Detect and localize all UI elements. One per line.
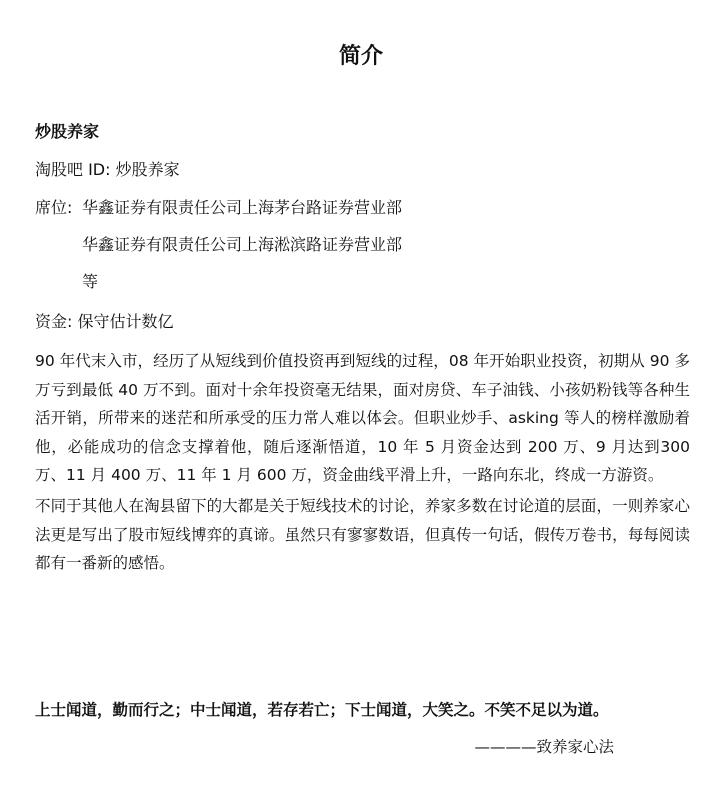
page-title: 简介 bbox=[338, 44, 383, 69]
tieba-id: 淘股吧 ID: 炒股养家 bbox=[35, 160, 180, 179]
seat-entry: 等 bbox=[82, 272, 99, 291]
seat-entry: 华鑫证券有限责任公司上海淞滨路证券营业部 bbox=[82, 235, 403, 254]
author-name: 炒股养家 bbox=[35, 122, 100, 141]
seat-entry: 华鑫证券有限责任公司上海茅台路证券营业部 bbox=[82, 198, 403, 217]
motto-quote: 上士闻道，勤而行之；中士闻道，若存若亡；下士闻道，大笑之。不笑不足以为道。 bbox=[35, 701, 609, 719]
seat-label: 席位: bbox=[35, 198, 73, 217]
funds: 资金: 保守估计数亿 bbox=[35, 312, 174, 331]
signature: ————致养家心法 bbox=[474, 738, 614, 756]
intro-paragraph: 不同于其他人在淘县留下的大都是关于短线技术的讨论，养家多数在讨论道的层面，一则养家心法更是写出了股市短线博弈的真谛。虽然只有寥寥数语，但真传一句话，假传万卷书，每每阅读都有一番新的感悟。 bbox=[35, 497, 690, 572]
intro-paragraph: 90 年代末入市，经历了从短线到价值投资再到短线的过程，08 年开始职业投资，初期从 90 多万亏到最低 40 万不到。面对十余年投资毫无结果，面对房贷、车子油钱、小孩奶粉钱等各种生活开销，所带来的迷茫和所承受的压力常人难以体会。但职业炒手、asking 等人的榜样激励着他，必能成功的信念支撑着他，随后逐渐悟道，10 年 5 月资金达到 200 万、9 月达到300 万、11 月 400 万、11 年 1 月 600 万，资金曲线平滑上升，一路向东北，终成一方游资。 bbox=[35, 352, 690, 484]
seat-row bbox=[35, 197, 402, 219]
